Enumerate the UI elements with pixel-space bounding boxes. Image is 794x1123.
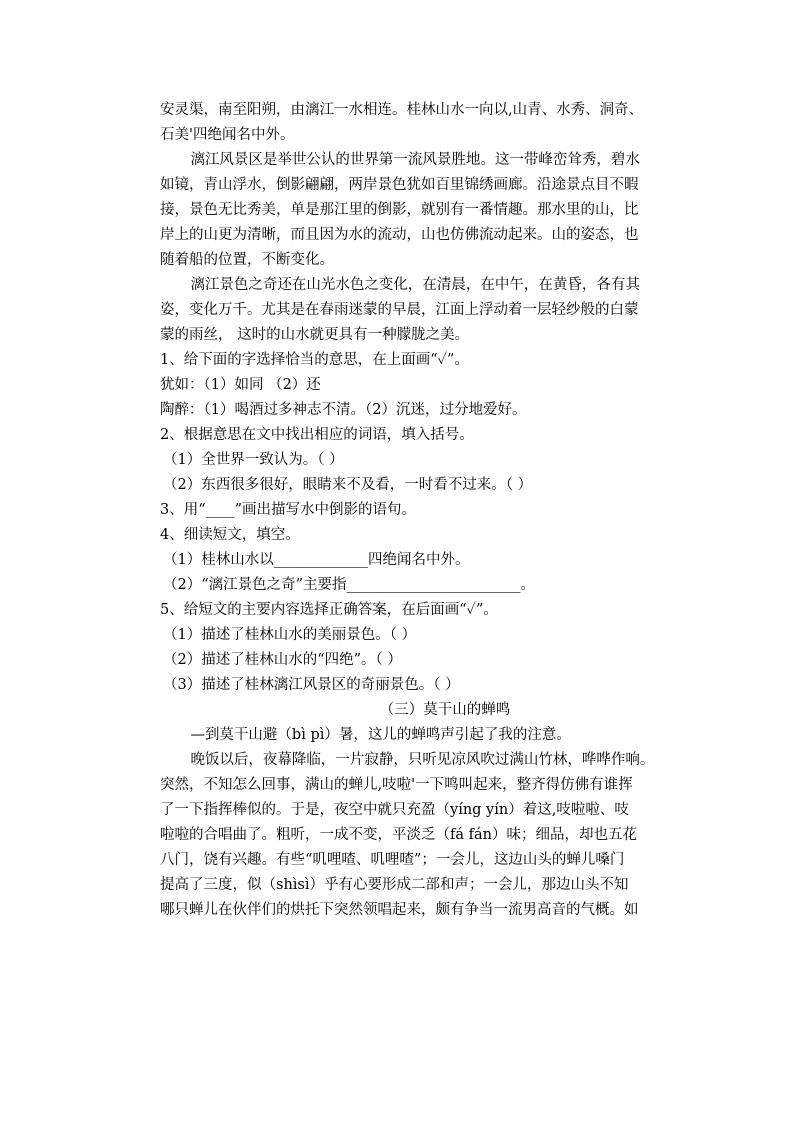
question-2: 2、根据意思在文中找出相应的词语，填入括号。 xyxy=(160,427,474,443)
question-1-option-b: 陶醉：（1）喝酒过多神志不清。（2）沉迷，过分地爱好。 xyxy=(160,402,527,418)
passage-line: 漓江风景区是举世公认的世界第一流风景胜地。这一带峰峦耸秀，碧水 xyxy=(190,152,640,168)
passage-line: 啦啦的合唱曲了。粗听，一成不变，平淡乏（fá fán）味；细品，却也五花 xyxy=(160,827,637,843)
passage-line: 晚饭以后，夜幕降临，一片寂静，只听见凉风吹过满山竹林，哗哗作响。 xyxy=(190,752,655,768)
section-title: （三）莫干山的蝉鸣 xyxy=(379,702,511,718)
passage-line: 姿，变化万千。尤其是在春雨迷蒙的早晨，江面上浮动着一层轻纱般的白蒙 xyxy=(160,302,639,318)
passage-line: 安灵渠，南至阳朔，由漓江一水相连。桂林山水一向以,山青、水秀、洞奇、 xyxy=(160,102,644,118)
passage-line: 八门，饶有兴趣。有些“叽哩喳、叽哩喳”；一会儿，这边山头的蝉儿嗓门 xyxy=(160,852,625,868)
passage-line: 漓江景色之奇还在山光水色之变化，在清晨，在中午，在黄昏，各有其 xyxy=(190,277,640,293)
question-5-option-3: （3）描述了桂林漓江风景区的奇丽景色。（ ） xyxy=(163,677,460,693)
passage-line: 蒙的雨丝， 这时的山水就更具有一种朦胧之美。 xyxy=(160,327,470,343)
passage-line: 如镜，青山浮水，倒影翩翩，两岸景色犹如百里锦绣画廊。沿途景点目不暇 xyxy=(160,177,639,193)
question-list xyxy=(160,348,730,698)
passage-line: 石美'四绝闻名中外。 xyxy=(160,127,295,143)
question-1: 1、给下面的字选择恰当的意思，在上面画“✓”。 xyxy=(160,352,469,368)
question-2-item-2: （2）东西很多很好，眼睛来不及看，一时看不过来。（ ） xyxy=(163,477,533,493)
passage-line: —到莫干山避（bì pì）暑，这儿的蝉鸣声引起了我的注意。 xyxy=(190,727,571,743)
passage-line: 突然，不知怎么回事，满山的蝉儿,吱啦'一下鸣叫起来，整齐得仿佛有谁挥 xyxy=(160,777,633,793)
question-5-option-1: （1）描述了桂林山水的美丽景色。（ ） xyxy=(163,627,417,643)
passage-line: 了一下指挥棒似的。于是，夜空中就只充盈（yíng yín）着这,吱啦啦、吱 xyxy=(160,802,629,818)
question-2-item-1: （1）全世界一致认为。（ ） xyxy=(163,452,344,468)
passage-line: 岸上的山更为清晰，而且因为水的流动，山也仿佛流动起来。山的姿态，也 xyxy=(160,227,639,243)
passage-line: 提高了三度，似（shìsì）乎有心要形成二部和声；一会儿，那边山头不知 xyxy=(160,877,629,893)
question-1-option-a: 犹如：（1）如同 （2）还 xyxy=(160,377,321,393)
passage-guilin xyxy=(160,98,730,348)
question-4: 4、细读短文，填空。 xyxy=(160,527,300,543)
question-4-item-1: （1）桂林山水以_____________四绝闻名中外。 xyxy=(163,552,470,568)
question-5-option-2: （2）描述了桂林山水的“四绝”。（ ） xyxy=(163,652,402,668)
question-4-item-2: （2）“漓江景色之奇”主要指________________________。 xyxy=(163,577,536,593)
passage-line: 哪只蝉儿在伙伴们的烘托下突然领唱起来，颇有争当一流男高音的气概。如 xyxy=(160,902,639,918)
question-3: 3、用“____”画出描写水中倒影的语句。 xyxy=(160,502,417,518)
passage-mogan xyxy=(160,698,730,923)
passage-line: 接，景色无比秀美，单是那江里的倒影，就别有一番情趣。那水里的山，比 xyxy=(160,202,639,218)
document-content xyxy=(160,98,730,923)
question-5: 5、给短文的主要内容选择正确答案，在后面画“✓”。 xyxy=(160,602,498,618)
passage-line: 随着船的位置，不断变化。 xyxy=(160,252,334,268)
